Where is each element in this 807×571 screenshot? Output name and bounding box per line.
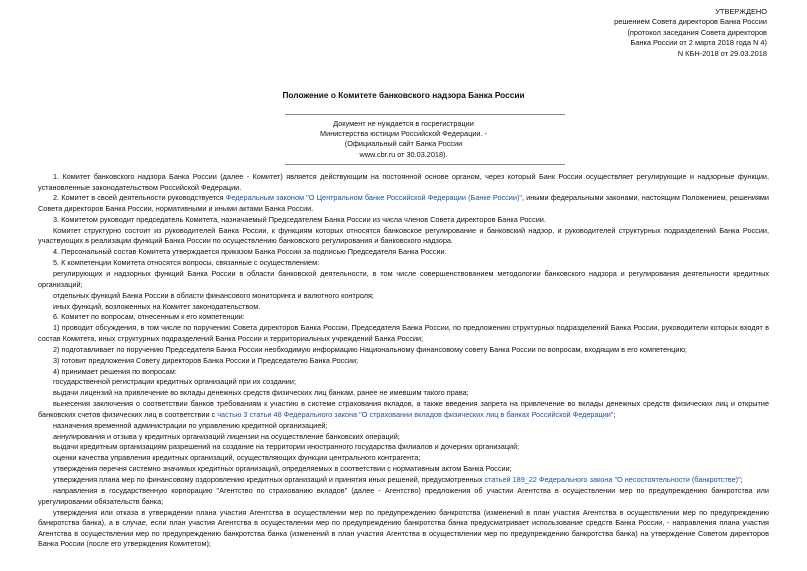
paragraph: выдачи кредитным организациям разрешений на создание на территории иностранного государства филиалов и дочерних организаций; xyxy=(53,442,520,452)
document-title: Положение о Комитете банковского надзора Банка России xyxy=(282,90,525,100)
paragraph: 5. К компетенции Комитета относятся вопросы, связанные с осуществлением: xyxy=(53,258,320,268)
paragraph: назначения временной администрации по управлению кредитной организацией; xyxy=(53,420,328,430)
law-link[interactable]: статьей 189_22 Федерального закона "О несостоятельности (банкротстве)" xyxy=(484,475,741,485)
document-body xyxy=(38,172,769,550)
paragraph: 3. Комитетом руководит председатель Комитета, назначаемый Председателем Банка России из числа членов Совета директоров Банка России. xyxy=(53,214,546,224)
approval-line: Банка России от 2 марта 2018 года N 4) xyxy=(630,38,767,48)
paragraph: утверждения плана мер по финансовому оздоровлению кредитных организаций и принятия иных решений, предусмотренных статьей 189_22 Федерального закона "О несостоятельности (банкротстве)"; xyxy=(53,475,743,485)
paragraph: отдельных функций Банка России в области финансового мониторинга и валютного контроля; xyxy=(53,290,374,300)
paragraph: утверждения перечня системно значимых кредитных организаций, определяемых в соответствии с нормативным актом Банка России; xyxy=(53,464,512,474)
paragraph: регулирующих и надзорных функций Банка России в области банковской деятельности, в том числе совершенствованием методологии банковского надзора и регулирования деятельности кредитных организаций; xyxy=(38,269,769,289)
paragraph: 6. Комитет по вопросам, отнесенным к его компетенции: xyxy=(53,312,245,322)
approval-line: УТВЕРЖДЕНО xyxy=(715,7,767,16)
paragraph: 4) принимает решения по вопросам: xyxy=(53,366,177,376)
paragraph: 1. Комитет банковского надзора Банка России (далее - Комитет) является действующим на постоянной основе органом, через который Банк России осуществляет регулирующие и надзорные функции, установленные законодательством Российской Федерации. xyxy=(38,172,769,192)
paragraph: вынесения заключения о соответствии банков требованиям к участию в системе страхования вкладов, а также введения запрета на привлечение во вклады денежных средств физических лиц и открытие банковских счетов физических лиц в соответствии с частью 3 статьи 48 Федерального закона "О страховании вкладов физических лиц в банках Российской Федерации"; xyxy=(38,399,769,419)
paragraph: 1) проводит обсуждения, в том числе по поручению Совета директоров Банка России, Председателя Банка России, по предложению структурных подразделений Банка России, руководители которых входят в состав Комитета, иных структурных подразделений Банка России и территориальных учреждений Банка России; xyxy=(38,323,769,343)
paragraph: направления в государственную корпорацию "Агентство по страхованию вкладов" (далее - Агентство) предложения об участии Агентства в осуществлении мер по предупреждению банкротства или урегулировании обязательств банка; xyxy=(38,486,769,506)
paragraph: 2) подготавливает по поручению Председателя Банка России необходимую информацию Национальному финансовому совету Банка России по вопросам, входящим в его компетенцию; xyxy=(53,344,687,354)
registration-note xyxy=(0,119,807,160)
note-line: Документ не нуждается в госрегистрации xyxy=(333,119,474,128)
law-link[interactable]: Федеральным законом "О Центральном банке Российской Федерации (Банке России)" xyxy=(225,193,522,203)
note-line: Министерства юстиции Российской Федерации. - xyxy=(320,129,487,139)
paragraph: Комитет структурно состоит из руководителей Банка России, к функциям которых относятся банковское регулирование и банковский надзор, и руководителей структурных подразделений Банка России, участвующих в реализации функций Банка России по осуществлению банковского регулирования и банковского надзора. xyxy=(38,225,769,246)
paragraph: иных функций, возложенных на Комитет законодательством. xyxy=(53,301,261,311)
divider-bottom xyxy=(285,164,565,165)
paragraph: аннулирования и отзыва у кредитных организаций лицензии на осуществление банковских операций; xyxy=(53,431,400,441)
approval-line: решением Совета директоров Банка России xyxy=(614,17,767,27)
paragraph: выдачи лицензий на привлечение во вклады денежных средств физических лиц банкам, ранее не имевшим такого права; xyxy=(53,388,469,398)
paragraph: 3) готовит предложения Совету директоров Банка России и Председателю Банка России; xyxy=(53,355,359,365)
paragraph: 4. Персональный состав Комитета утверждается приказом Банка России за подписью Председателя Банка России. xyxy=(53,247,447,257)
paragraph: оценки качества управления кредитных организаций, осуществляющих функции центрального контрагента; xyxy=(53,453,421,463)
note-line: (Официальный сайт Банка России xyxy=(344,139,463,149)
approval-line: N КБН-2018 от 29.03.2018 xyxy=(677,48,767,58)
note-line: www.cbr.ru от 30.03.2018). xyxy=(359,149,448,159)
law-link[interactable]: частью 3 статьи 48 Федерального закона "О страховании вкладов физических лиц в банках Российской Федерации" xyxy=(217,409,614,419)
paragraph: 2. Комитет в своей деятельности руководствуется Федеральным законом "О Центральном банке Российской Федерации (Банке России)", иными федеральными законами, настоящим Положением, решениями Совета директоров Банка России, нормативными и иными актами Банка России. xyxy=(38,193,770,214)
approval-line: (протокол заседания Совета директоров xyxy=(627,27,767,37)
approval-stamp xyxy=(614,7,767,59)
paragraph: государственной регистрации кредитных организаций при их создании; xyxy=(53,377,296,387)
divider-top xyxy=(285,114,565,115)
paragraph: утверждения или отказа в утверждении плана участия Агентства в осуществлении мер по предупреждению банкротства (изменений в план участия Агентства в осуществлении мер по предупреждению банкротства банка), а в случае, если план участия Агентства в осуществлении мер по предупреждению банкротства банка предусматривает использование средств Банка России, - направления плана участия Агентства в осуществлении мер по предупреждению банкротства банка (изменений в план участия Агентства в осуществлении мер по предупреждению банкротства банка) на утверждение Советом директоров Банка России (после его утверждения Комитетом); xyxy=(38,507,769,549)
